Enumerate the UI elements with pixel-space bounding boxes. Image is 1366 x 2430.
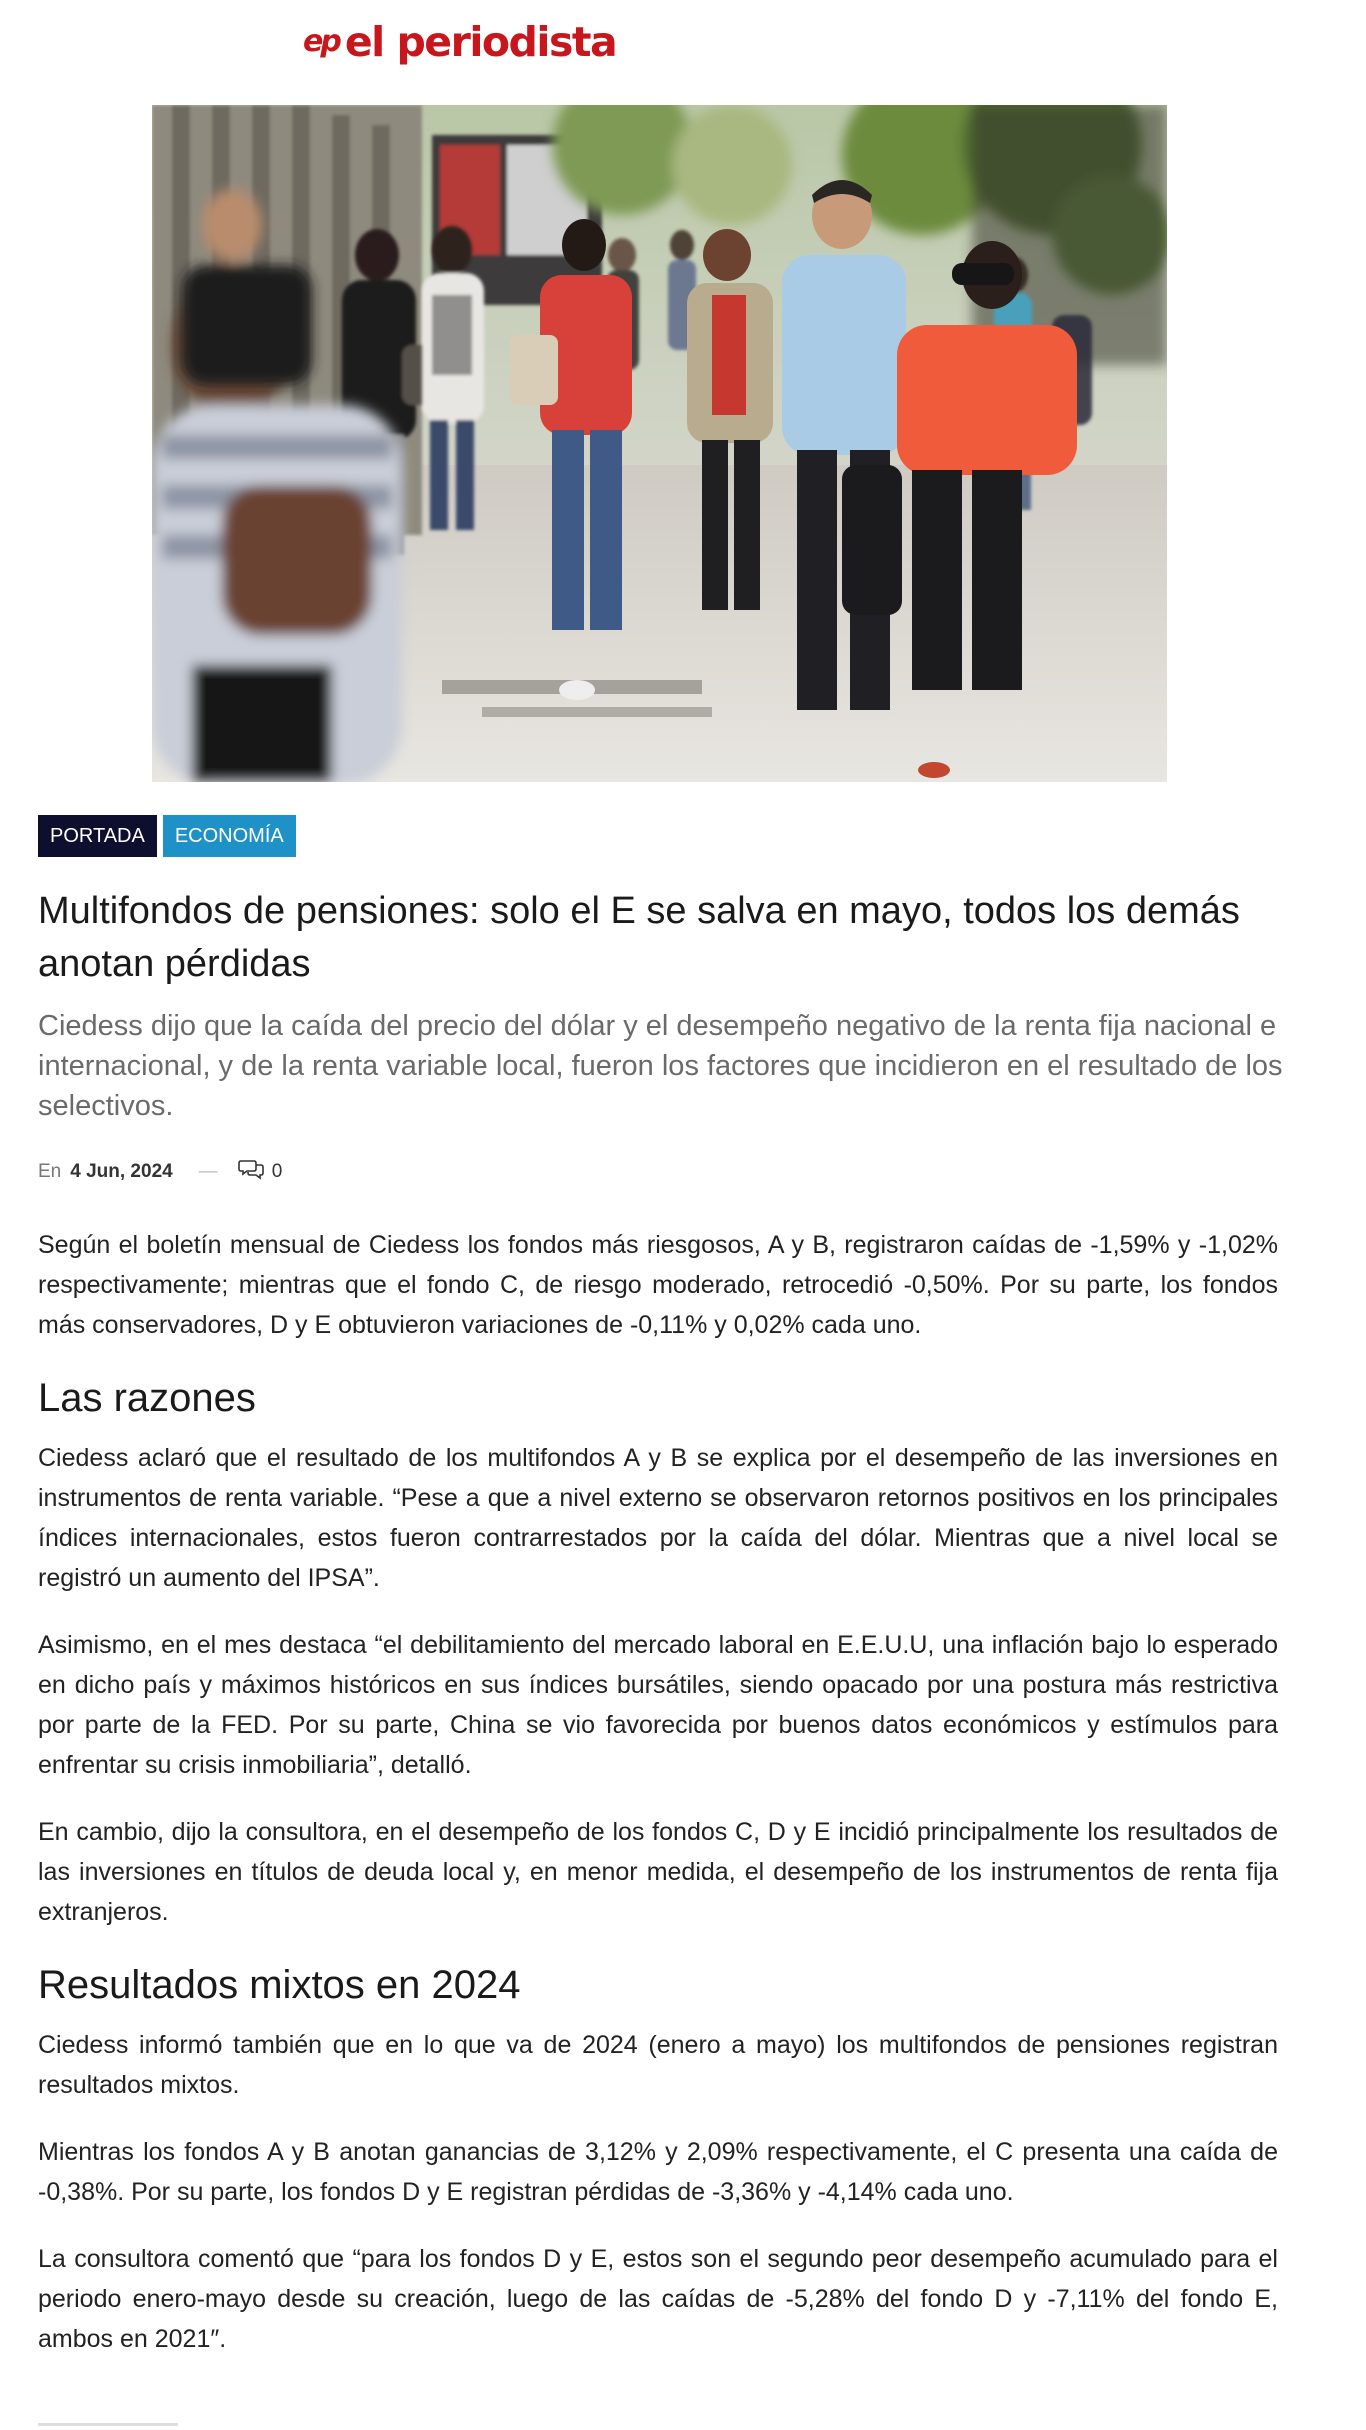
comments-icon	[238, 1158, 264, 1186]
article-meta	[38, 1158, 282, 1186]
logo-text: el periodista	[344, 17, 617, 66]
section-heading-resultados: Resultados mixtos en 2024	[38, 1963, 521, 2007]
divider	[38, 2423, 178, 2426]
article-paragraph: Asimismo, en el mes destaca “el debilitamiento del mercado laboral en E.E.U.U, una inflación bajo lo esperado en dicho país y máximos históricos en sus índices bursátiles, siendo opacado por una postura más restrictiva por parte de la FED. Por su parte, China se vio favorecida por buenos datos económicos y estímulos para enfrentar su crisis inmobiliaria”, detalló.	[38, 1631, 1278, 1779]
article-paragraph: Ciedess informó también que en lo que va de 2024 (enero a mayo) los multifondos de pensiones registran resultados mixtos.	[38, 2031, 1278, 2099]
hero-photo	[152, 105, 1167, 782]
article-intro: Según el boletín mensual de Ciedess los fondos más riesgosos, A y B, registraron caídas de -1,59% y -1,02% respectivamente; mientras que el fondo C, de riesgo moderado, retrocedió -0,50%. Por su parte, los fondos más conservadores, D y E obtuvieron variaciones de -0,11% y 0,02% cada uno.	[38, 1231, 1278, 1339]
category-tag-portada[interactable]: PORTADA	[38, 815, 157, 857]
category-tag-economia[interactable]: ECONOMÍA	[163, 815, 296, 857]
logo-mark: ep	[303, 24, 339, 59]
article-title: Multifondos de pensiones: solo el E se salva en mayo, todos los demás anotan pérdidas	[38, 890, 1240, 985]
article-paragraph: Ciedess aclaró que el resultado de los multifondos A y B se explica por el desempeño de las inversiones en instrumentos de renta variable. “Pese a que a nivel externo se observaron retornos positivos en los principales índices internacionales, estos fueron contrarrestados por la caída del dólar. Mientras que a nivel local se registró un aumento del IPSA”.	[38, 1444, 1278, 1592]
hero-image	[152, 105, 1167, 782]
category-tags	[38, 815, 296, 857]
article-body	[38, 1225, 1278, 2386]
article-subtitle: Ciedess dijo que la caída del precio del dólar y el desempeño negativo de la renta fija nacional e internacional, y de la renta variable local, fueron los factores que incidieron en el resultado de los selectivos.	[38, 1010, 1283, 1122]
publish-date: 4 Jun, 2024	[70, 1161, 173, 1182]
meta-separator: —	[198, 1161, 218, 1182]
article-paragraph: La consultora comentó que “para los fondos D y E, estos son el segundo peor desempeño acumulado para el periodo enero-mayo desde su creación, luego de las caídas de -5,28% del fondo D y -7,11% del fondo E, ambos en 2021″.	[38, 2245, 1278, 2353]
comments-link[interactable]	[238, 1158, 283, 1186]
section-heading-razones: Las razones	[38, 1376, 256, 1420]
meta-prefix: En	[38, 1161, 62, 1182]
comment-count: 0	[271, 1161, 283, 1182]
article-paragraph: En cambio, dijo la consultora, en el desempeño de los fondos C, D y E incidió principalmente los resultados de las inversiones en títulos de deuda local y, en menor medida, el desempeño de los instrumentos de renta fija extranjeros.	[38, 1818, 1278, 1926]
article-paragraph: Mientras los fondos A y B anotan ganancias de 3,12% y 2,09% respectivamente, el C presenta una caída de -0,38%. Por su parte, los fondos D y E registran pérdidas de -3,36% y -4,14% cada uno.	[38, 2138, 1278, 2206]
site-logo[interactable]	[303, 14, 616, 70]
